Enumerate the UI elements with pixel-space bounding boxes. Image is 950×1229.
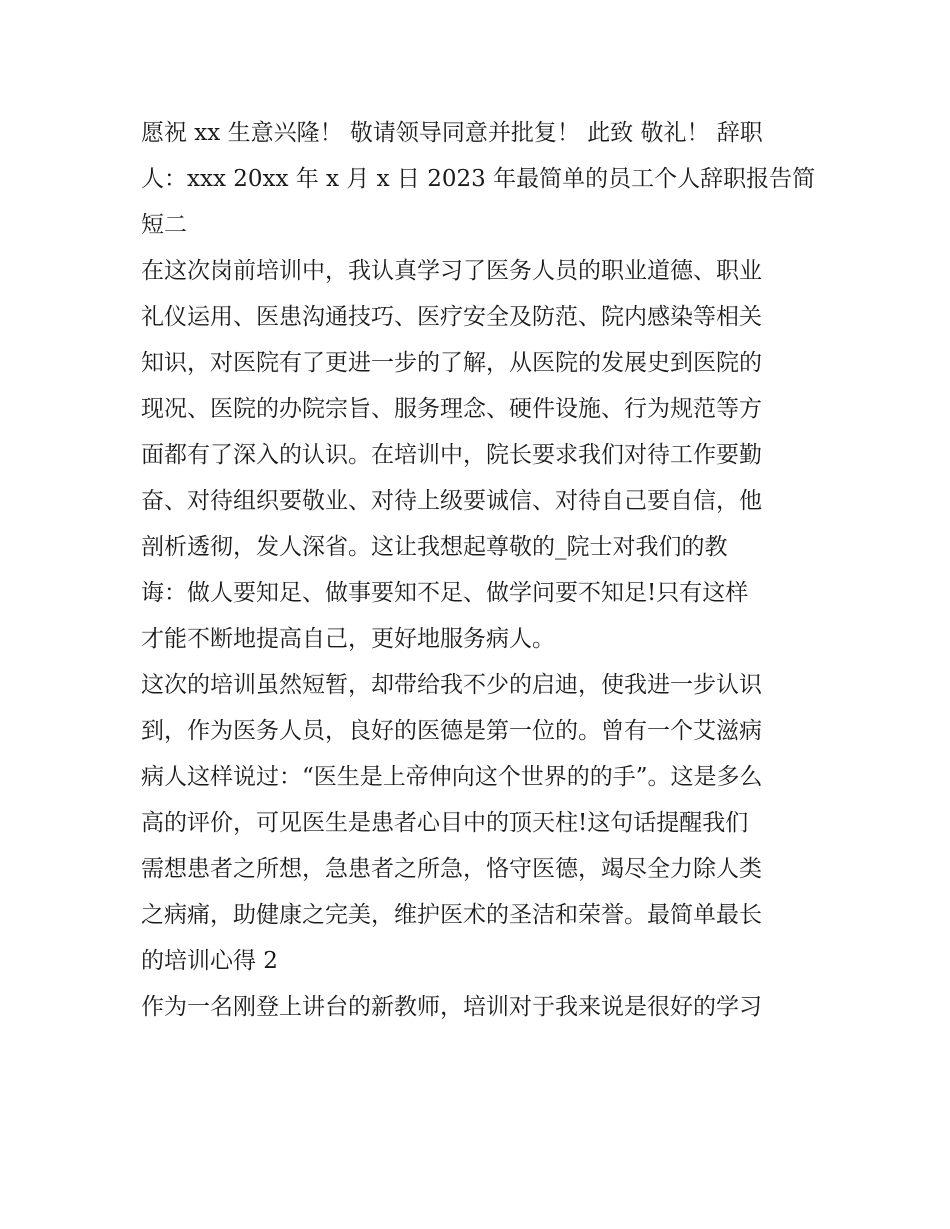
text-line: 短二 — [141, 212, 187, 238]
text-line: 现况、医院的办院宗旨、服务理念、硬件设施、行为规范等方 — [141, 396, 762, 422]
text-line: 高的评价，可见医生是患者心目中的顶天柱!这句话提醒我们 — [141, 810, 749, 836]
text-line: 礼仪运用、医患沟通技巧、医疗安全及防范、院内感染等相关 — [141, 304, 762, 330]
document-body — [141, 110, 816, 1030]
text-line: 人：xxx 20xx 年 x 月 x 日 2023 年最简单的员工个人辞职报告简 — [141, 166, 816, 192]
text-line: 知识，对医院有了更进一步的了解，从医院的发展史到医院的 — [141, 350, 762, 376]
text-line: 剖析透彻，发人深省。这让我想起尊敬的_院士对我们的教 — [141, 534, 728, 560]
text-line: 奋、对待组织要敬业、对待上级要诚信、对待自己要自信，他 — [141, 488, 762, 514]
text-line: 到，作为医务人员，良好的医德是第一位的。曾有一个艾滋病 — [141, 718, 762, 744]
text-line: 面都有了深入的认识。在培训中，院长要求我们对待工作要勤 — [141, 442, 762, 468]
text-line: 病人这样说过：“医生是上帝伸向这个世界的的手”。这是多么 — [141, 764, 763, 790]
text-line: 愿祝 xx 生意兴隆！ 敬请领导同意并批复！ 此致 敬礼！ 辞职 — [141, 120, 763, 146]
text-line: 的培训心得 2 — [141, 948, 278, 974]
text-line: 诲：做人要知足、做事要知不足、做学问要不知足!只有这样 — [141, 580, 749, 606]
text-line: 需想患者之所想，急患者之所急，恪守医德，竭尽全力除人类 — [141, 856, 762, 882]
text-line: 作为一名刚登上讲台的新教师，培训对于我来说是很好的学习 — [141, 994, 762, 1020]
text-line: 这次的培训虽然短暂，却带给我不少的启迪，使我进一步认识 — [141, 672, 762, 698]
text-line: 才能不断地提高自己，更好地服务病人。 — [141, 626, 555, 652]
text-line: 在这次岗前培训中，我认真学习了医务人员的职业道德、职业 — [141, 258, 762, 284]
text-line: 之病痛，助健康之完美，维护医术的圣洁和荣誉。最简单最长 — [141, 902, 762, 928]
